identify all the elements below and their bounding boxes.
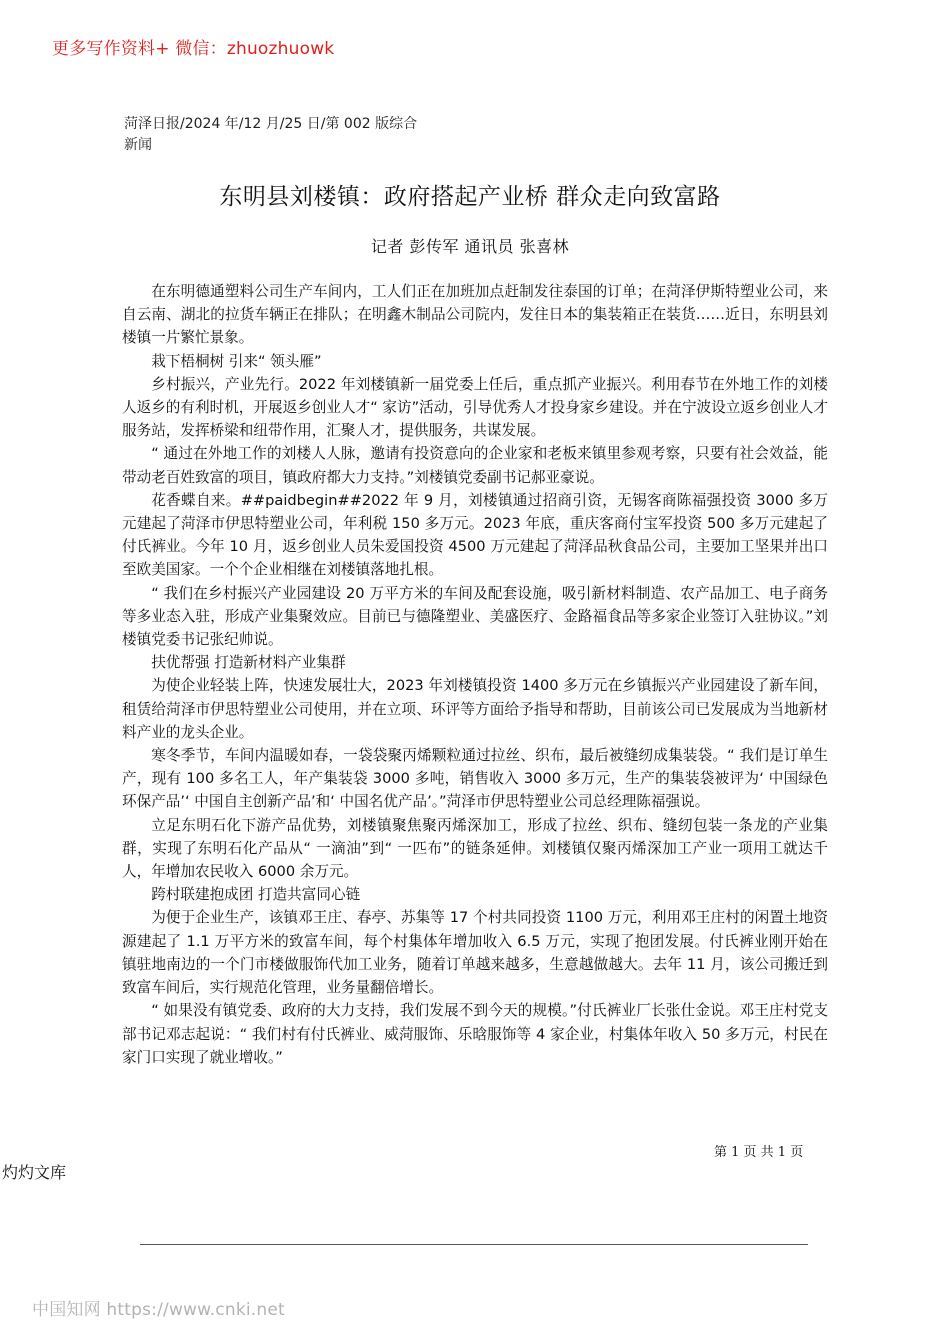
paragraph: 立足东明石化下游产品优势，刘楼镇聚焦聚丙烯深加工，形成了拉丝、织布、缝纫包装一条龙的产业集群，实现了东明石化产品从“ 一滴油”到“ 一匹布”的链条延伸。刘楼镇仅聚丙烯深加工产业一项用工就达千人，年增加农民收入 6000 余万元。 [122,816,828,881]
section-heading: 扶优帮强 打造新材料产业集群 [151,654,346,672]
paragraph: 在东明德通塑料公司生产车间内，工人们正在加班加点赶制发往泰国的订单；在菏泽伊斯特塑业公司，来自云南、湖北的拉货车辆正在排队；在明鑫木制品公司院内，发往日本的集装箱正在装货……近日，东明县刘楼镇一片繁忙景象。 [122,283,828,347]
article-body [122,280,828,1069]
footer-source: 中国知网 https://www.cnki.net [32,1300,285,1320]
paragraph: 乡村振兴，产业先行。2022 年刘楼镇新一届党委上任后，重点抓产业振兴。利用春节在外地工作的刘楼人返乡的有利时机，开展返乡创业人才“ 家访”活动，引导优秀人才投身家乡建设。并在宁波设立返乡创业人才服务站，发挥桥梁和纽带作用，汇聚人才，提供服务，共谋发展。 [122,375,828,440]
paragraph: 为使企业轻装上阵，快速发展壮大，2023 年刘楼镇投资 1400 多万元在乡镇振兴产业园建设了新车间，租赁给菏泽市伊思特塑业公司使用，并在立项、环评等方面给予指导和帮助，目前该公司已发展成为当地新材料产业的龙头企业。 [122,677,828,741]
promo-text: 更多写作资料+ 微信：zhuozhuowk [52,39,335,59]
article-byline: 记者 彭传军 通讯员 张喜林 [370,237,570,256]
paragraph: “ 我们在乡村振兴产业园建设 20 万平方米的车间及配套设施，吸引新材料制造、农产品加工、电子商务等多业态入驻，形成产业集聚效应。目前已与德隆塑业、美盛医疗、金路福食品等多家企业签订入驻协议。”刘楼镇党委书记张纪帅说。 [122,584,828,649]
source-line: 菏泽日报/2024 年/12 月/25 日/第 002 版综合新闻 [124,116,418,153]
watermark-text: 灼灼文库 [2,1163,67,1182]
page-number: 第 1 页 共 1 页 [714,1145,804,1160]
section-heading: 跨村联建抱成团 打造共富同心链 [151,886,361,904]
paragraph: “ 通过在外地工作的刘楼人人脉，邀请有投资意向的企业家和老板来镇里参观考察，只要有社会效益，能带动老百姓致富的项目，镇政府都大力支持。”刘楼镇党委副书记郝亚豪说。 [122,445,828,486]
paragraph: “ 如果没有镇党委、政府的大力支持，我们发展不到今天的规模。”付氏裤业厂长张仕金说。邓王庄村党支部书记邓志起说：“ 我们村有付氏裤业、威菏服饰、乐晗服饰等 4 家企业，村集体年收入 50 多万元，村民在家门口实现了就业增收。” [122,1002,828,1066]
footer-divider [140,1244,808,1245]
section-heading: 栽下梧桐树 引来“ 领头雁” [151,352,322,370]
paragraph: 为便于企业生产，该镇邓王庄、春亭、苏集等 17 个村共同投资 1100 万元，利用邓王庄村的闲置土地资源建起了 1.1 万平方米的致富车间，每个村集体年增加收入 6.5 万元，实现了抱团发展。付氏裤业刚开始在镇驻地南边的一个门市楼做服饰代加工业务，随着订单越来越多，生意越做越大。去年 11 月，该公司搬迁到致富车间后，实行规范化管理，业务量翻倍增长。 [122,909,828,997]
paragraph: 花香蝶自来。##paidbegin##2022 年 9 月，刘楼镇通过招商引资，无锡客商陈福强投资 3000 多万元建起了菏泽市伊思特塑业公司，年利税 150 多万元。2023 年底，重庆客商付宝军投资 500 多万元建起了付氏裤业。今年 10 月，返乡创业人员朱爱国投资 4500 万元建起了菏泽品秋食品公司，主要加工坚果并出口至欧美国家。一个个企业相继在刘楼镇落地扎根。 [122,491,828,579]
article-headline: 东明县刘楼镇：政府搭起产业桥 群众走向致富路 [219,184,721,210]
paragraph: 寒冬季节，车间内温暖如春，一袋袋聚丙烯颗粒通过拉丝、织布，最后被缝纫成集装袋。“ 我们是订单生产，现有 100 多名工人，年产集装袋 3000 多吨，销售收入 3000 多万元，生产的集装袋被评为‘ 中国绿色环保产品’‘ 中国自主创新产品’和‘ 中国名优产品’。”菏泽市伊思特塑业公司总经理陈福强说。 [122,747,828,811]
